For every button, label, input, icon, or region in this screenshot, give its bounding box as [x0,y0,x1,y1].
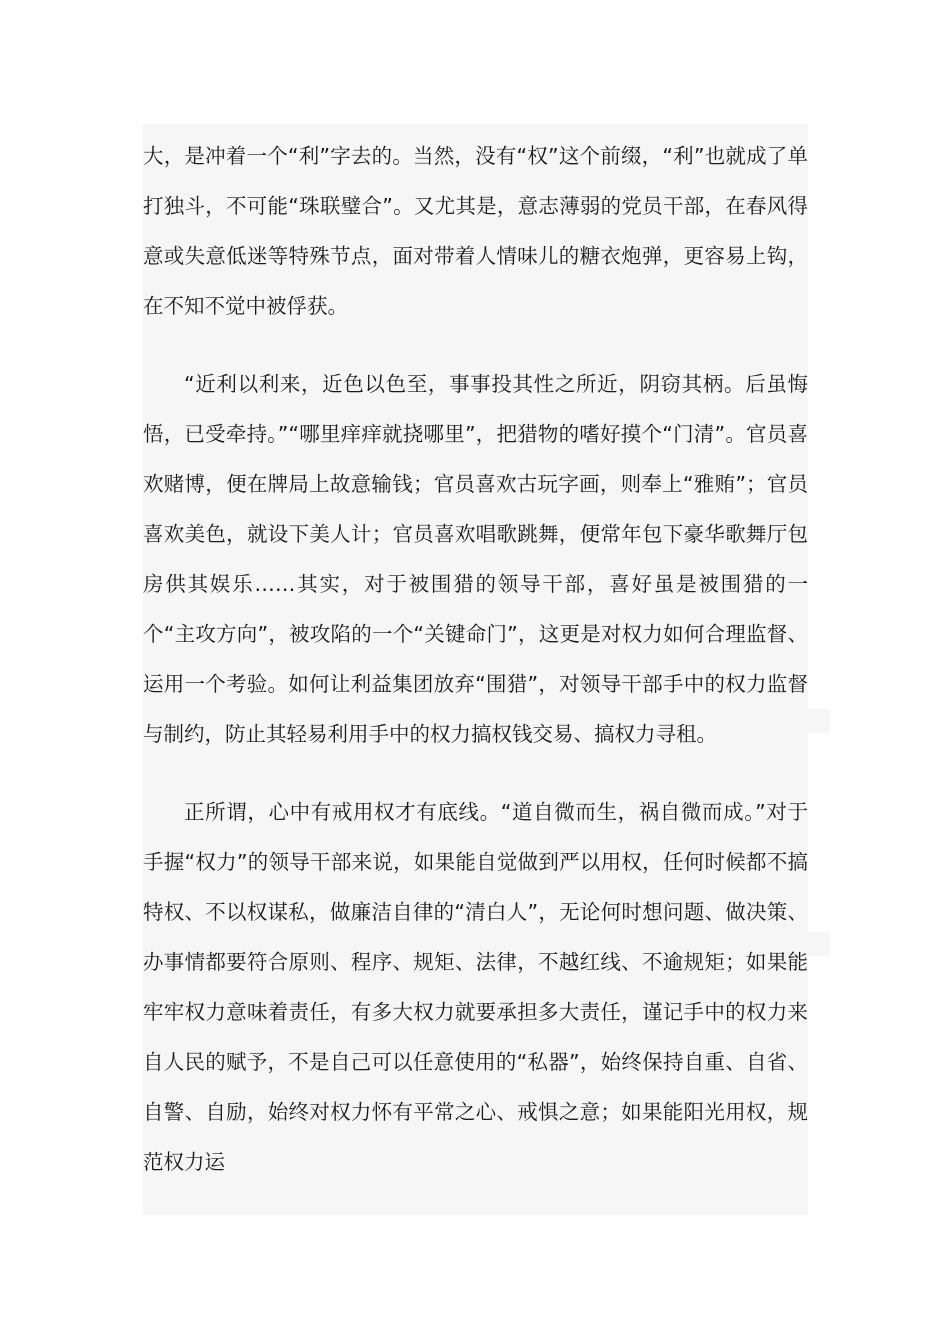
document-body [143,124,808,1215]
paragraph-gap [143,331,808,359]
highlight-edge [808,932,830,956]
paragraph-gap [143,759,808,787]
paragraph-3: 正所谓，心中有戒用权才有底线。“道自微而生，祸自微而成。”对于手握“权力”的领导干部来说，如果能自觉做到严以用权，任何时候都不搞特权、不以权谋私，做廉洁自律的“清白人”，无论何时想问题、做决策、办事情都要符合原则、程序、规矩、法律，不越红线、不逾规矩；如果能牢牢权力意味着责任，有多大权力就要承担多大责任，谨记手中的权力来自人民的赋予，不是自己可以任意使用的“私器”，始终保持自重、自省、自警、自励，始终对权力怀有平常之心、戒惧之意；如果能阳光用权，规范权力运 [143,800,808,1174]
paragraph-1: 大，是冲着一个“利”字去的。当然，没有“权”这个前缀，“利”也就成了单打独斗，不可能“珠联璧合”。又尤其是，意志薄弱的党员干部，在春风得意或失意低迷等特殊节点，面对带着人情味儿的糖衣炮弹，更容易上钩，在不知不觉中被俘获。 [143,144,808,318]
paragraph-2: “近利以利来，近色以色至，事事投其性之所近，阴窃其柄。后虽悔悟，已受牵持。”“哪里痒痒就挠哪里”，把猎物的嗜好摸个“门清”。官员喜欢赌博，便在牌局上故意输钱；官员喜欢古玩字画，则奉上“雅贿”；官员喜欢美色，就设下美人计；官员喜欢唱歌跳舞，便常年包下豪华歌舞厅包房供其娱乐……其实，对于被围猎的领导干部，喜好虽是被围猎的一个“主攻方向”，被攻陷的一个“关键命门”，这更是对权力如何合理监督、运用一个考验。如何让利益集团放弃“围猎”，对领导干部手中的权力监督与制约，防止其轻易利用手中的权力搞权钱交易、搞权力寻租。 [143,372,808,746]
highlight-edge [808,709,830,733]
